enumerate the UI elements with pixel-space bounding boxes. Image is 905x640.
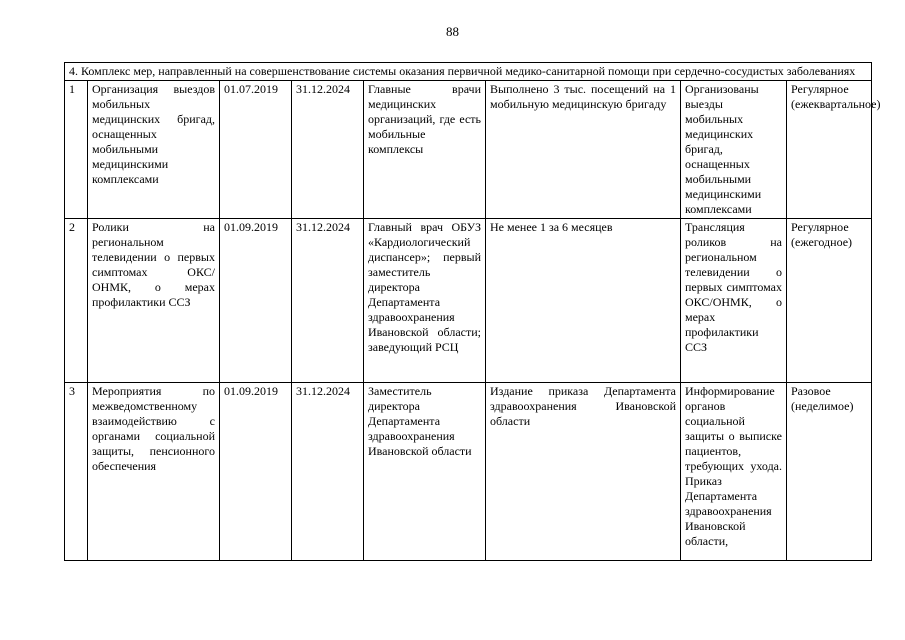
indicator: Издание приказа Департамента здравоохранения Ивановской области	[486, 383, 681, 561]
indicator: Выполнено 3 тыс. посещений на 1 мобильную медицинскую бригаду	[486, 81, 681, 219]
measure-name: Организация выездов мобильных медицинских бригад, оснащенных мобильными медицинскими комплексами	[88, 81, 220, 219]
responsible: Заместитель директора Департамента здравоохранения Ивановской области	[364, 383, 486, 561]
row-number: 2	[65, 219, 88, 383]
indicator: Не менее 1 за 6 месяцев	[486, 219, 681, 383]
responsible: Главные врачи медицинских организаций, где есть мобильные комплексы	[364, 81, 486, 219]
result: Организованы выезды мобильных медицинских бригад, оснащенных мобильными медицинскими комплексами	[681, 81, 787, 219]
end-date: 31.12.2024	[292, 81, 364, 219]
section-header-row	[65, 63, 872, 81]
result: Информирование органов социальной защиты о выписке пациентов, требующих ухода. Приказ Департамента здравоохранения Ивановской области,	[681, 383, 787, 561]
result: Трансляция роликов на региональном телевидении о первых симптомах ОКС/ОНМК, о мерах профилактики ССЗ	[681, 219, 787, 383]
start-date: 01.09.2019	[220, 219, 292, 383]
measure-name: Ролики на региональном телевидении о первых симптомах ОКС/ОНМК, о мерах профилактики ССЗ	[88, 219, 220, 383]
end-date: 31.12.2024	[292, 219, 364, 383]
section-title: 4. Комплекс мер, направленный на совершенствование системы оказания первичной медико-санитарной помощи при сердечно-сосудистых заболеваниях	[65, 63, 872, 81]
end-date: 31.12.2024	[292, 383, 364, 561]
measure-name: Мероприятия по межведомственному взаимодействию с органами социальной защиты, пенсионного обеспечения	[88, 383, 220, 561]
start-date: 01.09.2019	[220, 383, 292, 561]
measure-type: Регулярное (ежегодное)	[787, 219, 872, 383]
page-number: 88	[446, 24, 459, 39]
start-date: 01.07.2019	[220, 81, 292, 219]
table-row	[65, 81, 872, 219]
responsible: Главный врач ОБУЗ «Кардиологический диспансер»; первый заместитель директора Департамента здравоохранения Ивановской области; заведующий РСЦ	[364, 219, 486, 383]
row-number: 3	[65, 383, 88, 561]
row-number: 1	[65, 81, 88, 219]
measure-type: Разовое (неделимое)	[787, 383, 872, 561]
measure-type: Регулярное (ежеквартальное)	[787, 81, 872, 219]
table-row	[65, 219, 872, 383]
measures-table	[64, 62, 881, 561]
table-row	[65, 383, 872, 561]
